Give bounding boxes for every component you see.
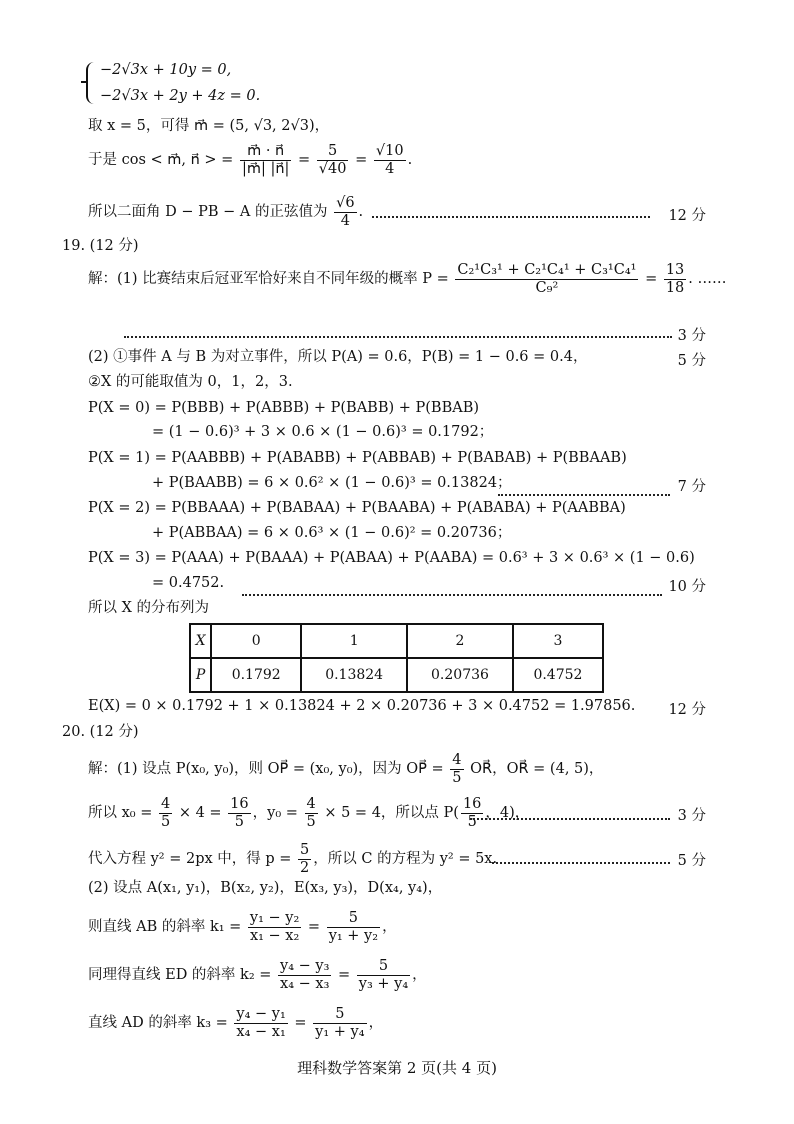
cos-den-1: |m⃗| |n⃗|: [241, 160, 290, 177]
score-3-a: 3 分: [677, 328, 706, 344]
k3-den-1: x₄ − x₁: [236, 1023, 286, 1040]
q20-1-tail: OR⃗，OR⃗ = (4, 5)，: [470, 761, 604, 778]
k2-den-1: x₄ − x₃: [280, 975, 330, 992]
score-7: 7 分: [677, 479, 706, 495]
q20-2-den-2: 5: [234, 813, 245, 830]
score-12-b: 12 分: [668, 702, 706, 718]
eq-sign: =: [307, 919, 321, 936]
table-header-cell: 3: [513, 624, 603, 658]
q19-heading: 19. (12 分): [62, 238, 139, 254]
eq-sign: =: [355, 152, 368, 169]
k1-num-2: 5: [327, 910, 380, 928]
cos-prefix: 于是 cos < m⃗, n⃗ > =: [88, 152, 234, 169]
q20-2-frac-2: [228, 796, 250, 830]
cos-den-2: √40: [318, 160, 347, 177]
cos-den-3: 4: [385, 160, 395, 177]
eq-sign: =: [645, 271, 658, 288]
q19-sol-den: C₉²: [535, 279, 559, 296]
px1-line-b: + P(BAABB) = 6 × 0.6² × (1 − 0.6)³ = 0.13824；: [152, 475, 512, 491]
q19-part2b: ②X 的可能取值为 0，1，2，3.: [88, 374, 293, 390]
table-cell: P: [190, 658, 211, 692]
eq-sign: =: [298, 152, 311, 169]
q20-1-den: 5: [452, 769, 462, 786]
eq-sign: =: [338, 967, 351, 984]
score-3-b: 3 分: [677, 808, 706, 824]
k1-text: 则直线 AB 的斜率 k₁ =: [88, 919, 242, 936]
table-header-cell: X: [190, 624, 211, 658]
expectation-line: E(X) = 0 × 0.1792 + 1 × 0.13824 + 2 × 0.20736 + 3 × 0.4752 = 1.97856.: [88, 698, 636, 714]
cos-frac-2: [317, 143, 349, 177]
score-12-a: 12 分: [668, 208, 706, 224]
k3-num-2: 5: [313, 1006, 366, 1024]
equation-brace: [86, 62, 96, 104]
q20-heading: 20. (12 分): [62, 724, 139, 740]
table-cell: 0.20736: [407, 658, 513, 692]
k1-frac-1: [248, 910, 301, 944]
q20-1-frac: [450, 752, 463, 786]
score-leader: [372, 216, 650, 218]
q20-2-num-3: 4: [306, 796, 316, 812]
q20-line-1: [88, 752, 603, 786]
dihedral-line: 所以二面角 D − PB − A 的正弦值为 $\frac{√6}{4}$ .: [88, 195, 364, 229]
table-header-cell: 0: [211, 624, 301, 658]
q19-result-frac: [664, 262, 686, 296]
q19-result-den: 18: [665, 279, 685, 296]
cos-num-1: m⃗ · n⃗: [240, 143, 291, 161]
system-eq1: −2√3x + 10y = 0,: [100, 62, 232, 78]
cos-frac-1: [240, 143, 291, 177]
q19-sol-frac: [455, 262, 638, 296]
px3-line-a: P(X = 3) = P(AAA) + P(BAAA) + P(ABAA) + P(AABA) = 0.6³ + 3 × 0.6³ × (1 − 0.6): [88, 550, 695, 566]
k3-line: [88, 1006, 383, 1040]
dihedral-num: √6: [336, 195, 355, 211]
px3-line-b: = 0.4752.: [152, 575, 225, 591]
q20-2-frac-4: [461, 796, 483, 830]
q20-3-den: 2: [300, 859, 310, 876]
table-header-cell: 1: [301, 624, 407, 658]
k2-line: [88, 958, 427, 992]
dihedral-prefix: 所以二面角 D − PB − A 的正弦值为: [88, 204, 328, 221]
cos-line: 于是 cos < m⃗, n⃗ > = $\frac{m⃗ \cdot n⃗}{|m⃗| |n⃗|}$ = $\frac{5}{√40}$ = $\frac{√10}{4}$ .: [88, 143, 413, 177]
q19-sol-prefix: 解：(1) 比赛结束后冠亚军恰好来自不同年级的概率 P =: [88, 271, 449, 288]
cos-num-2: 5: [317, 143, 349, 161]
k1-den-2: y₁ + y₂: [328, 927, 379, 944]
dihedral-den: 4: [340, 212, 350, 229]
k2-den-2: y₃ + y₄: [358, 975, 409, 992]
k1-frac-2: [327, 910, 380, 944]
cos-frac-3: [374, 143, 406, 177]
k2-num-2: 5: [357, 958, 410, 976]
q20-2-text-e: ，4)，: [485, 805, 530, 822]
px0-line-b: = (1 − 0.6)³ + 3 × 0.6 × (1 − 0.6)³ = 0.1792；: [152, 424, 494, 440]
q20-3-num: 5: [300, 842, 310, 858]
q20-2-den-4: 5: [467, 813, 477, 830]
q19-result-num: 13: [665, 262, 685, 278]
comma: ，: [368, 1015, 384, 1032]
q20-2-text-b: × 4 =: [178, 805, 222, 822]
q20-line-3: [88, 842, 497, 876]
table-row: [190, 658, 603, 692]
k3-frac-2: [313, 1006, 366, 1040]
comma: ，: [412, 967, 427, 984]
q20-2-frac-1: [159, 796, 172, 830]
q20-line-2: [88, 796, 529, 830]
table-cell: 0.4752: [513, 658, 603, 692]
px2-line-a: P(X = 2) = P(BBAAA) + P(BABAA) + P(BAABA) + P(ABABA) + P(AABBA): [88, 500, 626, 516]
score-leader: [492, 862, 670, 864]
score-5-b: 5 分: [677, 853, 706, 869]
k2-num-1: y₄ − y₃: [280, 958, 330, 974]
score-leader: [470, 818, 670, 820]
score-5-a: 5 分: [677, 353, 706, 369]
k3-den-2: y₁ + y₄: [315, 1023, 365, 1040]
q20-2-num-4: 16: [462, 796, 482, 812]
page-footer: 理科数学答案第 2 页(共 4 页): [297, 1059, 497, 1077]
k2-text: 同理得直线 ED 的斜率 k₂ =: [88, 967, 272, 984]
q20-3-frac: [298, 842, 311, 876]
q20-2-frac-3: [305, 796, 318, 830]
table-header-cell: 2: [407, 624, 513, 658]
q20-3-text-a: 代入方程 y² = 2px 中，得 p =: [88, 851, 292, 868]
table-cell: 0.1792: [211, 658, 301, 692]
score-leader: [124, 336, 672, 338]
q19-sol-tail: . ……: [688, 271, 727, 288]
px1-line-a: P(X = 1) = P(AABBB) + P(ABABB) + P(ABBAB) + P(BABAB) + P(BBAAB): [88, 450, 627, 466]
k2-frac-1: [278, 958, 331, 992]
q19-sol-num: C₂¹C₃¹ + C₂¹C₄¹ + C₃¹C₄¹: [457, 262, 637, 278]
score-10: 10 分: [668, 579, 706, 595]
q20-2-num-1: 4: [160, 796, 171, 812]
k2-frac-2: [357, 958, 410, 992]
q20-2-text-a: 所以 x₀ =: [88, 805, 153, 822]
distribution-intro: 所以 X 的分布列为: [88, 600, 210, 616]
table-cell: 0.13824: [301, 658, 407, 692]
system-eq2: −2√3x + 2y + 4z = 0.: [100, 88, 261, 104]
q19-solution-line: [88, 262, 727, 296]
eq-sign: =: [294, 1015, 307, 1032]
comma: ，: [382, 919, 397, 936]
q20-line-4: (2) 设点 A(x₁, y₁)，B(x₂, y₂)，E(x₃, y₃)，D(x₄, y₄)，: [88, 880, 443, 896]
dihedral-frac: [334, 195, 356, 229]
table-row: [190, 624, 603, 658]
k3-num-1: y₄ − y₁: [236, 1006, 286, 1022]
q20-2-num-2: 16: [230, 796, 249, 812]
k3-frac-1: [234, 1006, 287, 1040]
q20-2-den-3: 5: [306, 813, 316, 830]
q20-3-text-b: ，所以 C 的方程为 y² = 5x.: [313, 851, 498, 868]
q20-2-text-c: ，y₀ =: [252, 805, 298, 822]
k1-den-1: x₁ − x₂: [249, 927, 300, 944]
q20-1-text: 解：(1) 设点 P(x₀, y₀)，则 OP⃗ = (x₀, y₀)，因为 OP⃗ =: [88, 761, 444, 778]
distribution-table: [189, 623, 604, 693]
q20-2-den-1: 5: [160, 813, 171, 830]
take-x-line: 取 x = 5，可得 m⃗ = (5, √3, 2√3)，: [88, 118, 330, 134]
score-leader: [498, 494, 670, 496]
k1-num-1: y₁ − y₂: [249, 910, 300, 926]
score-leader: [242, 594, 662, 596]
q19-part2a: (2) ①事件 A 与 B 为对立事件，所以 P(A) = 0.6，P(B) = 1 − 0.6 = 0.4，: [88, 349, 588, 365]
px2-line-b: + P(ABBAA) = 6 × 0.6³ × (1 − 0.6)² = 0.20736；: [152, 525, 512, 541]
q20-2-text-d: × 5 = 4，所以点 P(: [324, 805, 459, 822]
q20-1-num: 4: [452, 752, 462, 768]
k1-line: [88, 910, 397, 944]
k3-text: 直线 AD 的斜率 k₃ =: [88, 1015, 228, 1032]
cos-num-3: √10: [375, 143, 404, 159]
px0-line-a: P(X = 0) = P(BBB) + P(ABBB) + P(BABB) + P(BBAB): [88, 400, 480, 416]
